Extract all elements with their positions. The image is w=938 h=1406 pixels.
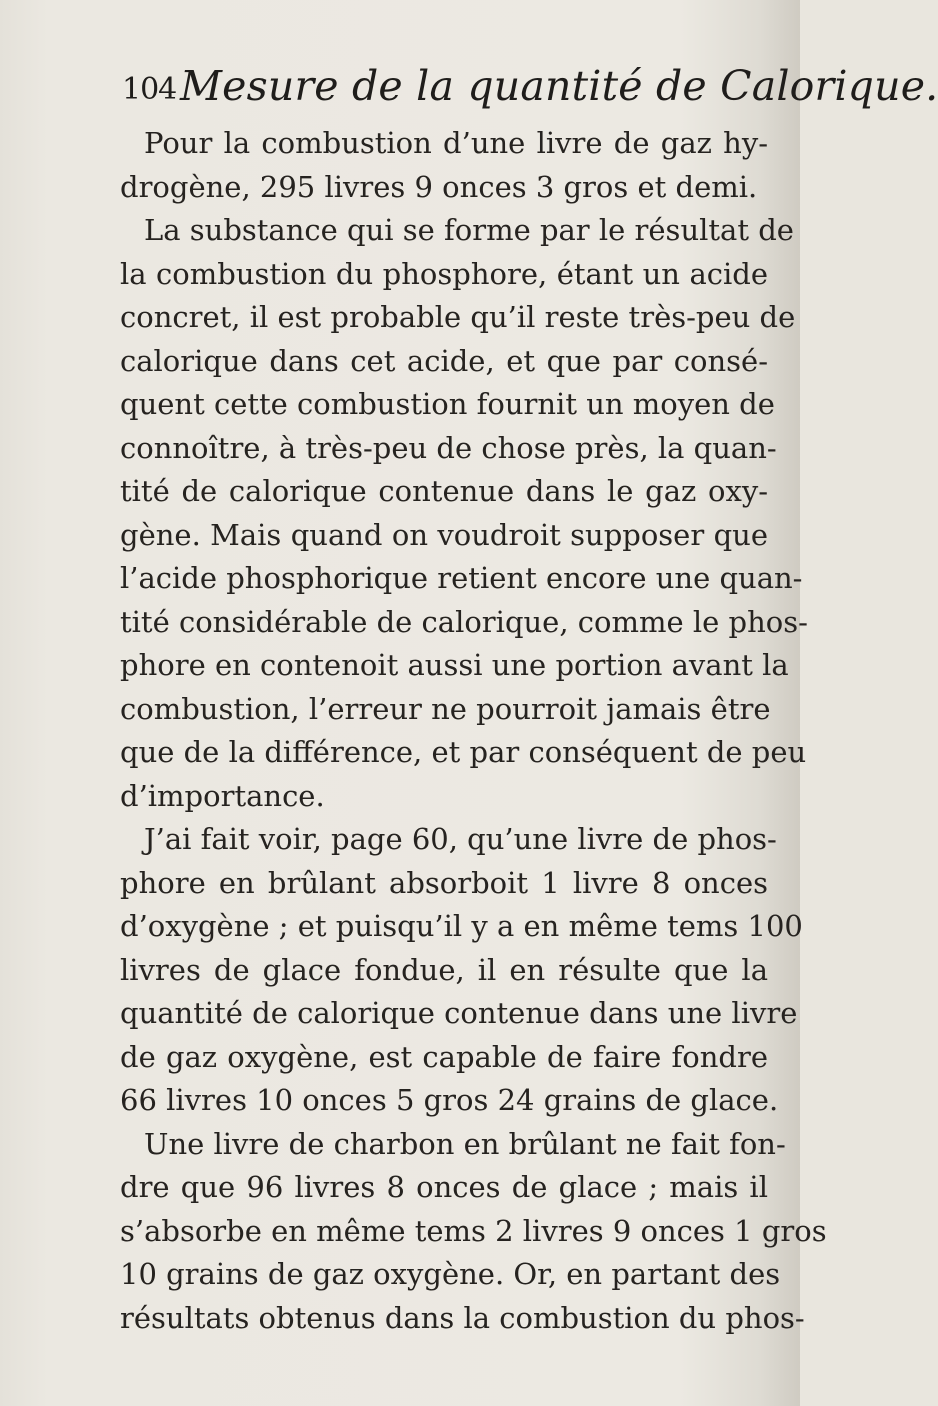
text-line: résultats obtenus dans la combustion du phos- bbox=[120, 1300, 805, 1335]
text-line: d’oxygène ; et puisqu’il y a en même tems 100 bbox=[120, 909, 803, 943]
paragraph-1 bbox=[120, 122, 768, 209]
page-header bbox=[122, 62, 938, 122]
text-line: tité considérable de calorique, comme le phos- bbox=[120, 604, 808, 639]
text-line: Pour la combustion d’une livre de gaz hy- bbox=[144, 126, 768, 160]
text-line: 10 grains de gaz oxygène. Or, en partant des bbox=[120, 1257, 781, 1291]
text-line: l’acide phosphorique retient encore une quan- bbox=[120, 561, 803, 595]
text-line: quent cette combustion fournit un moyen de bbox=[120, 387, 775, 421]
text-line: quantité de calorique contenue dans une livre bbox=[120, 996, 798, 1030]
text-line: la combustion du phosphore, étant un acide bbox=[120, 256, 768, 291]
text-line: Une livre de charbon en brûlant ne fait fon- bbox=[144, 1126, 786, 1161]
text-line: tité de calorique contenue dans le gaz oxy- bbox=[120, 474, 768, 508]
text-line: phore en contenoit aussi une portion avant la bbox=[120, 648, 789, 682]
text-line: gène. Mais quand on voudroit supposer que bbox=[120, 517, 768, 552]
text-line: La substance qui se forme par le résultat de bbox=[144, 213, 794, 247]
text-line: dre que 96 livres 8 onces de glace ; mais il bbox=[120, 1170, 768, 1204]
page-number: 104 bbox=[122, 72, 177, 107]
text-line: phore en brûlant absorboit 1 livre 8 onces bbox=[120, 865, 768, 900]
running-title: Mesure de la quantité de Calorique. bbox=[180, 62, 938, 110]
paragraph-2 bbox=[120, 209, 808, 818]
text-line: concret, il est probable qu’il reste très-peu de bbox=[120, 300, 796, 334]
text-line: calorique dans cet acide, et que par consé- bbox=[120, 343, 768, 378]
text-line: d’importance. bbox=[120, 778, 325, 813]
text-line: J’ai fait voir, page 60, qu’une livre de phos- bbox=[144, 822, 777, 856]
text-line: de gaz oxygène, est capable de faire fondre bbox=[120, 1039, 768, 1074]
paragraph-3 bbox=[120, 818, 803, 1123]
text-line: livres de glace fondue, il en résulte que la bbox=[120, 952, 768, 987]
text-line: drogène, 295 livres 9 onces 3 gros et demi. bbox=[120, 169, 758, 204]
paragraph-4 bbox=[120, 1123, 827, 1341]
text-line: que de la différence, et par conséquent de peu bbox=[120, 735, 807, 769]
text-line: connoître, à très-peu de chose près, la quan- bbox=[120, 430, 777, 465]
body-text bbox=[120, 122, 827, 1340]
text-line: combustion, l’erreur ne pourroit jamais être bbox=[120, 691, 771, 726]
text-line: 66 livres 10 onces 5 gros 24 grains de glace. bbox=[120, 1083, 779, 1117]
text-line: s’absorbe en même tems 2 livres 9 onces 1 gros bbox=[120, 1213, 827, 1248]
